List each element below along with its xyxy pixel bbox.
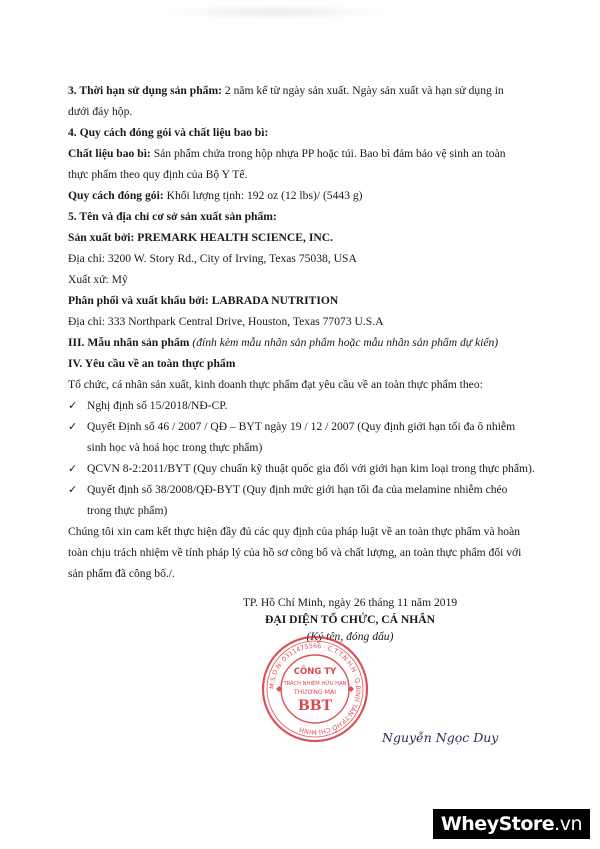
label-sample-heading: III. Mẫu nhãn sản phẩm <box>68 336 190 349</box>
checkmark-icon: ✓ <box>68 399 78 412</box>
scan-smudge <box>160 4 390 20</box>
watermark-badge <box>433 809 590 839</box>
distributor-address: Địa chỉ: 333 Northpark Central Drive, Houston, Texas 77073 U.S.A <box>68 315 384 328</box>
stamp-line-3: THƯƠNG MẠI <box>293 689 337 696</box>
stamp-line-1: CÔNG TY <box>293 667 337 677</box>
sign-stamp-note: (Ký tên, đóng dấu) <box>306 630 394 643</box>
packaging-spec-text: Khối lượng tịnh: 192 oz (12 lbs)/ (5443 g) <box>166 189 363 202</box>
packaging-material-label: Chất liệu bao bì: <box>68 147 151 160</box>
made-by-line <box>68 227 556 248</box>
shelf-life-line <box>68 80 556 101</box>
regulation-item <box>68 416 556 458</box>
distributor-label: Phân phối và xuất khẩu bởi: <box>68 294 209 307</box>
packaging-heading: 4. Quy cách đóng gói và chất liệu bao bì: <box>68 126 269 139</box>
distributor-name: LABRADA NUTRITION <box>211 294 339 307</box>
checkmark-icon: ✓ <box>68 483 78 496</box>
signer-name: Nguyễn Ngọc Duy <box>382 730 499 745</box>
shelf-life-text-2: dưới đáy hộp. <box>68 105 133 118</box>
label-sample-line <box>68 332 556 353</box>
packaging-spec-line <box>68 185 556 206</box>
regulation-text: Quyết Định số 46 / 2007 / QĐ – BYT ngày 19 / 12 / 2007 (Quy định giới hạn tối đa ô nhiễm <box>87 420 516 433</box>
packaging-spec-label: Quy cách đóng gói: <box>68 189 164 202</box>
stamp-line-4: BBT <box>297 698 333 714</box>
packaging-material-line <box>68 143 556 164</box>
shelf-life-text: 2 năm kể từ ngày sản xuất. Ngày sản xuất và hạn sử dụng in <box>224 84 504 97</box>
regulation-text-cont: trong thực phẩm) <box>87 504 168 517</box>
made-by-label: Sản xuất bởi: <box>68 231 135 244</box>
manufacturer-address: Địa chỉ: 3200 W. Story Rd., City of Irving, Texas 75038, USA <box>68 252 357 265</box>
packaging-material-text-2: thực phẩm theo quy định của Bộ Y Tế. <box>68 168 248 181</box>
distributor-line <box>68 290 556 311</box>
regulation-text: Quyết định số 38/2008/QĐ-BYT (Quy định mức giới hạn tối đa của melamine nhiễm chéo <box>87 483 508 496</box>
packaging-material-text: Sản phẩm chứa trong hộp nhựa PP hoặc túi. Bao bì đảm bảo vệ sinh an toàn <box>153 147 506 160</box>
shelf-life-heading: 3. Thời hạn sử dụng sản phẩm: <box>68 84 222 97</box>
food-safety-heading: IV. Yêu cầu về an toàn thực phẩm <box>68 357 236 370</box>
regulation-item <box>68 395 556 416</box>
document-body <box>68 80 556 584</box>
representative-title: ĐẠI DIỆN TỔ CHỨC, CÁ NHÂN <box>264 613 436 626</box>
food-safety-intro: Tổ chức, cá nhân sản xuất, kinh doanh thực phẩm đạt yêu cầu về an toàn thực phẩm theo: <box>68 378 483 391</box>
stamp-ring-text: M.S.D.N: 0311475566 · C.T.T.N.H.H · Q.BÌNH TÂN-TP.HỒ CHÍ MINH <box>267 641 363 737</box>
label-sample-note: (đính kèm mẫu nhãn sản phẩm hoặc mẫu nhãn sản phẩm dự kiến) <box>192 336 499 349</box>
place-date: TP. Hồ Chí Minh, ngày 26 tháng 11 năm 2019 <box>242 596 458 609</box>
watermark-suffix: .vn <box>554 813 582 835</box>
stamp-line-2: TRÁCH NHIỆM HỮU HẠN <box>283 681 347 687</box>
checkmark-icon: ✓ <box>68 420 78 433</box>
watermark-brand: WheyStore <box>440 813 555 835</box>
commitment-line-3: sản phẩm đã công bố./. <box>68 567 175 580</box>
regulation-text-cont: sinh học và hoá học trong thực phẩm) <box>87 441 263 454</box>
regulation-text: Nghị định số 15/2018/NĐ-CP. <box>87 399 228 412</box>
manufacturer-heading: 5. Tên và địa chỉ cơ sở sản xuất sản phẩm: <box>68 210 277 223</box>
commitment-line-1: Chúng tôi xin cam kết thực hiện đầy đủ các quy định của pháp luật về an toàn thực phẩm và hoàn <box>68 525 521 538</box>
regulation-text: QCVN 8-2:2011/BYT (Quy chuẩn kỹ thuật quốc gia đối với giới hạn kim loại trong thực phẩm). <box>87 462 535 475</box>
commitment-line-2: toàn chịu trách nhiệm về tính pháp lý của hồ sơ công bố và chất lượng, an toàn thực phẩm đối với <box>68 546 522 559</box>
company-stamp <box>260 634 370 744</box>
made-by-name: PREMARK HEALTH SCIENCE, INC. <box>137 231 333 244</box>
regulation-item <box>68 458 556 479</box>
origin: Xuất xứ: Mỹ <box>68 273 128 286</box>
checkmark-icon: ✓ <box>68 462 78 475</box>
regulation-item <box>68 479 556 521</box>
